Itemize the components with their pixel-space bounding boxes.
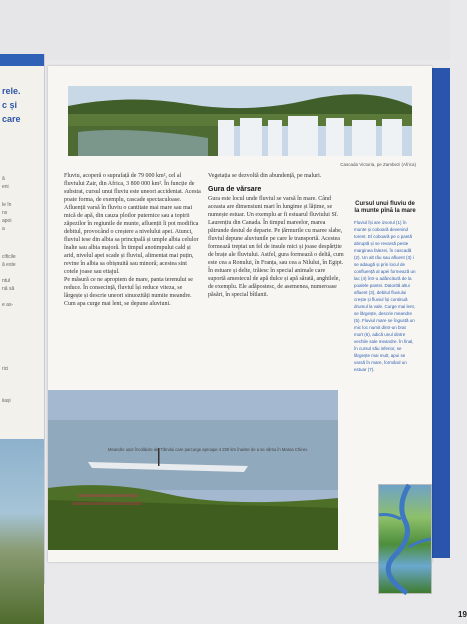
book-cover-edge: [430, 68, 450, 558]
paragraph: Pe măsură ce ne apropiem de mare, panta terenului se reduce. În consecință, fluviul își reduce viteza, se lărgește și descrie uneori sinuozități numite meandre. Cum apa curge mai lent, se depune aluviuni.: [64, 277, 193, 307]
paragraph: Gura este locul unde fluviul se varsă în mare. Când aceasta are dimensiuni mari în lungime și lățime, se numește estuar. Un exemplu ar fi estuarul fluviului Sf. Laurențiu din Canada. În timpul mareelor, marea pătrunde destul de departe. Pe țărmurile cu maree slabe, fluviul depune aluviunile pe care le transportă. Acestea formează treptat un fel de insule mici și joase despărțite de brațe ale fluviului. Astfel, gura formează o deltă, cum este cea a Ronului, în Franța, sau cea a Nilului, în Egipt.: [208, 196, 344, 266]
text-column-1: [64, 172, 202, 308]
left-snippet: ntul: [2, 278, 11, 284]
left-snippet: nă să: [2, 286, 15, 292]
section-heading: Gura de vărsare: [208, 186, 262, 193]
left-snippet: a: [2, 226, 5, 232]
river-photo: [48, 390, 338, 550]
left-snippet: le în: [2, 202, 12, 208]
paragraph: Fluviu, acoperă o suprafață de 79 000 km², cel al fluviului Zair, din Africa, 3 800 000 km². În funcție de substrat, cursul unui fluviu este uneori accidentat. Acesta poate forma, de exemplu, cascade spectaculoase. Afluenții varsă în fluviu o cantitate mai mare sau mai mică de apă, din cauza ploilor puternice sau a topirii zăpezilor în regiunile de munte, afluenții îi pot modifica debitul, provocând o creștere a nivelului apei. Atunci, fluviul iese din albia sa principală și umple albia celulor înalte sau albia majoră. În timpul anotimpului cald și arid, nivelul apei scade și fluviul, alimentat mai puțin, revine în albia sa obișnuită sau minoră; acestea sint cotele joase sau etiajul.: [64, 173, 201, 275]
left-snippet: rici: [2, 366, 9, 372]
river-illustration: [48, 390, 338, 550]
sidebar-box: [354, 201, 416, 373]
waterfall-photo: [68, 86, 412, 156]
text-column-2: [208, 172, 344, 299]
left-page: [0, 54, 45, 584]
sidebar-text: Fluviul își are izvorul (1) în munte și coboară devenind torent. El coboară pe o pantă abruptă și se revarsă peste marginea falezei, în cascadă (2). Un alt râu sau afluent (3) i se adaugă și prin locul de confluență al apei formează un lac (4) într-o adâncitură de la poalele pantei. Datorită altui afluent (3), debitul fluviului crește și fluviul își continuă drumul la vale. Curge mai lent, se lărgește, descrie meandre (5). Fluviul mare se îngustă un mic loc numit dintr-un brat mort (6), adică unul dintre vechile sale meandre. În final, în cursul său inferior, se lărgește mai mult, apoi se varsă în mare, formând un estuar (7).: [354, 220, 416, 372]
left-title-1: rele.: [2, 86, 21, 96]
left-snippet: cificile: [2, 254, 16, 260]
sidebar-title: Cursul unui fluviu de la munte pînă la mare: [354, 201, 416, 214]
left-snippet: iiași: [2, 398, 11, 404]
left-page-photo: [0, 439, 44, 624]
left-snippet: apoi: [2, 218, 12, 224]
paragraph: Vegetația se dezvoltă din abundență, pe maluri.: [208, 173, 322, 179]
left-title-3: care: [2, 114, 21, 124]
page-number: 19: [458, 610, 467, 619]
photo-caption: Cascada Victoria, pe Zambezi (Africa): [340, 162, 416, 167]
background-top: [0, 0, 450, 60]
waterfall-illustration: [68, 86, 412, 156]
left-snippet: ns: [2, 210, 8, 216]
river-course-illustration: [378, 484, 432, 594]
book-page: [48, 66, 467, 619]
river-caption: Meandre ușor încolăcite ale Tibrului care parcurge aproape 4 200 km înainte de a se vărsa în Marea Chinei.: [108, 447, 308, 452]
left-snippet: ă: [2, 176, 5, 182]
left-snippet: e as-: [2, 302, 14, 308]
left-title-2: c și: [2, 100, 18, 110]
left-page-band: [0, 54, 44, 66]
river-map-illustration: [379, 485, 431, 593]
paragraph: În estuare și delte, trăiesc în special animale care suportă amestecul de apă dulce și apă sărată, anghilele, de exemplu. Ele adăpostesc, de asemenea, numeroase păsări, în special bîtlanii.: [208, 268, 340, 298]
left-snippet: ă este: [2, 262, 16, 268]
left-snippet: eni: [2, 184, 9, 190]
